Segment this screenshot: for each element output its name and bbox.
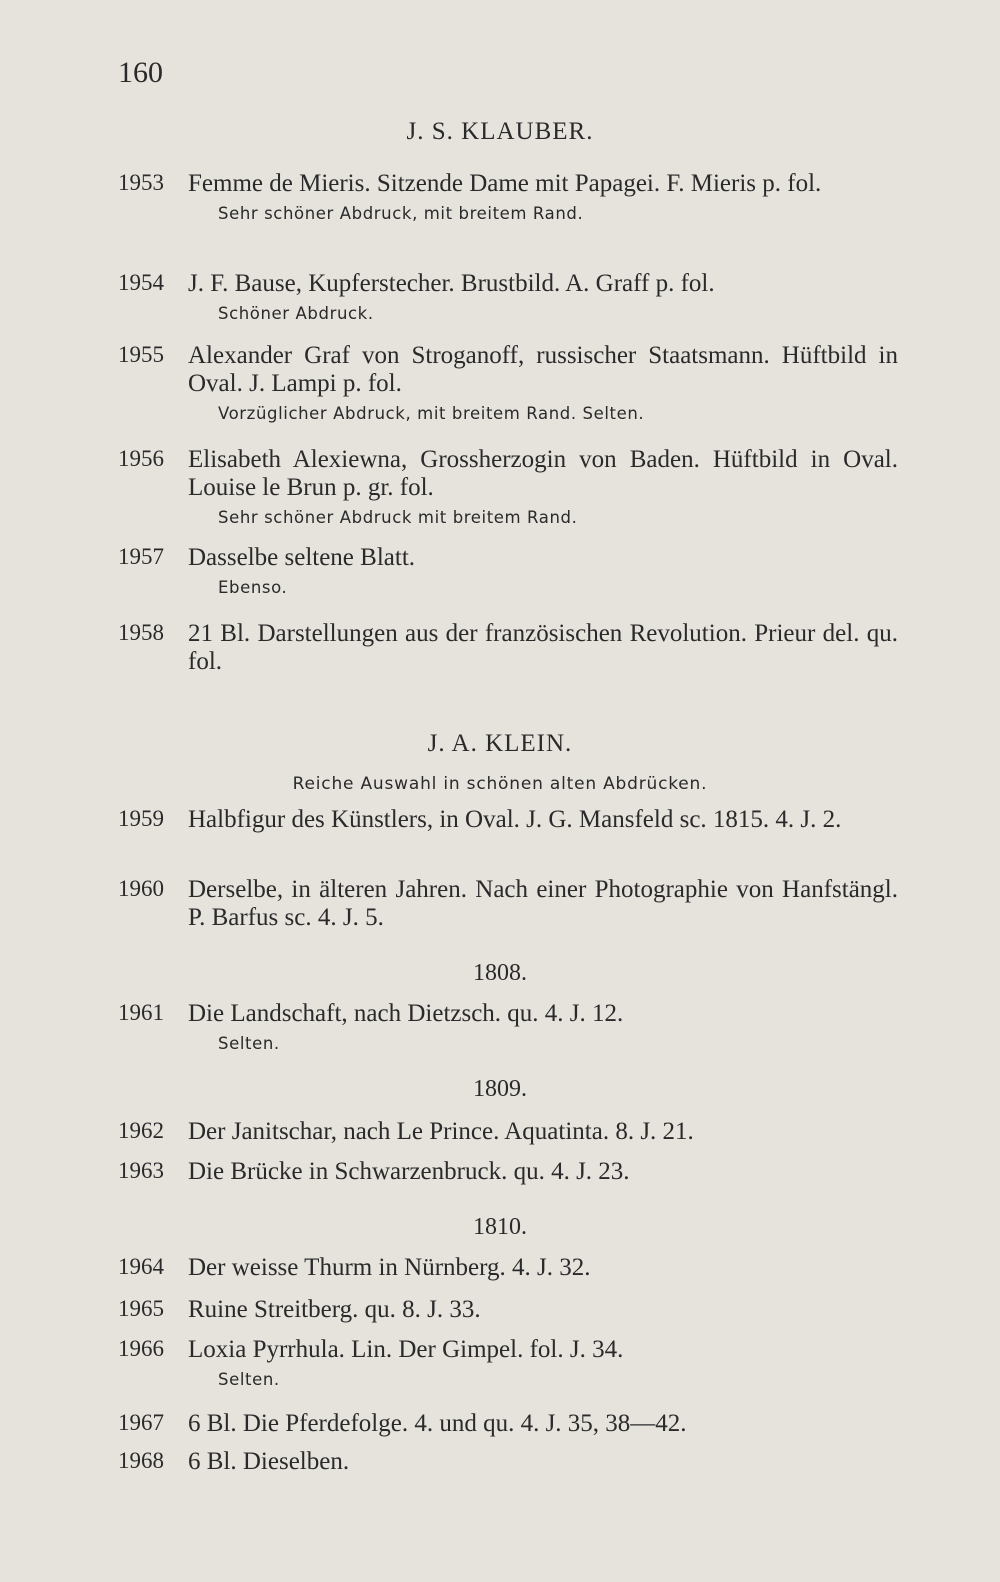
entry-text: 21 Bl. Darstellungen aus der französischen Revolution. Prieur del. qu. fol.	[188, 620, 898, 675]
year-heading: 1810.	[473, 1214, 527, 1240]
entry-text: Halbfigur des Künstlers, in Oval. J. G. Mansfeld sc. 1815. 4. J. 2.	[188, 806, 842, 833]
entry-note: Schöner Abdruck.	[218, 304, 374, 323]
entry-text: Der Janitschar, nach Le Prince. Aquatinta. 8. J. 21.	[188, 1118, 694, 1145]
entry-number: 1954	[118, 270, 164, 295]
entry-number: 1965	[118, 1296, 164, 1321]
entry-number: 1955	[118, 342, 164, 367]
entry-number: 1953	[118, 170, 164, 195]
catalog-entry	[118, 806, 898, 834]
entry-number: 1966	[118, 1336, 164, 1361]
catalog-entry	[118, 446, 898, 527]
entry-text: Alexander Graf von Stroganoff, russischer Staatsmann. Hüftbild in Oval. J. Lampi p. fol.	[188, 342, 898, 397]
entry-number: 1962	[118, 1118, 164, 1143]
section-title-klauber: J. S. KLAUBER.	[406, 118, 594, 145]
entry-number: 1956	[118, 446, 164, 471]
catalog-entry	[118, 1336, 898, 1389]
entry-text: Derselbe, in älteren Jahren. Nach einer Photographie von Hanfstängl. P. Barfus sc. 4. J. 5.	[188, 876, 898, 931]
entry-text: 6 Bl. Die Pferdefolge. 4. und qu. 4. J. 35, 38—42.	[188, 1410, 687, 1437]
entry-number: 1963	[118, 1158, 164, 1183]
catalog-entry	[118, 1000, 898, 1053]
catalog-entry	[118, 620, 898, 676]
entry-text: Dasselbe seltene Blatt.	[188, 544, 416, 571]
page-number: 160	[118, 56, 163, 89]
catalog-entry	[118, 270, 898, 323]
catalog-entry	[118, 544, 898, 597]
year-heading: 1808.	[473, 960, 527, 986]
entry-text: Femme de Mieris. Sitzende Dame mit Papagei. F. Mieris p. fol.	[188, 170, 822, 197]
entry-note: Ebenso.	[218, 578, 288, 597]
entry-note: Selten.	[218, 1370, 280, 1389]
entry-text: Loxia Pyrrhula. Lin. Der Gimpel. fol. J. 34.	[188, 1336, 624, 1363]
catalog-entry	[118, 1254, 898, 1282]
catalog-entry	[118, 1118, 898, 1146]
entry-text: Die Brücke in Schwarzenbruck. qu. 4. J. 23.	[188, 1158, 630, 1185]
catalog-entry	[118, 1410, 898, 1438]
catalog-entry	[118, 342, 898, 423]
entry-text: Ruine Streitberg. qu. 8. J. 33.	[188, 1296, 481, 1323]
entry-number: 1959	[118, 806, 164, 831]
entry-number: 1961	[118, 1000, 164, 1025]
entry-text: J. F. Bause, Kupferstecher. Brustbild. A. Graff p. fol.	[188, 270, 715, 297]
entry-number: 1967	[118, 1410, 164, 1435]
entry-text: Der weisse Thurm in Nürnberg. 4. J. 32.	[188, 1254, 591, 1281]
entry-text: Elisabeth Alexiewna, Grossherzogin von Baden. Hüftbild in Oval. Louise le Brun p. gr. fol.	[188, 446, 898, 501]
catalog-entry	[118, 170, 898, 223]
entry-note: Vorzüglicher Abdruck, mit breitem Rand. Selten.	[218, 404, 645, 423]
entry-note: Selten.	[218, 1034, 280, 1053]
entry-text: 6 Bl. Dieselben.	[188, 1448, 350, 1475]
year-heading: 1809.	[473, 1076, 527, 1102]
entry-number: 1958	[118, 620, 164, 645]
catalog-entry	[118, 1158, 898, 1186]
entry-number: 1957	[118, 544, 164, 569]
section-title-klein: J. A. KLEIN.	[427, 730, 573, 757]
entry-text: Die Landschaft, nach Dietzsch. qu. 4. J. 12.	[188, 1000, 624, 1027]
section-note: Reiche Auswahl in schönen alten Abdrücken.	[292, 774, 708, 794]
catalog-entry	[118, 1296, 898, 1324]
entry-number: 1964	[118, 1254, 164, 1279]
entry-note: Sehr schöner Abdruck mit breitem Rand.	[218, 508, 578, 527]
entry-note: Sehr schöner Abdruck, mit breitem Rand.	[218, 204, 584, 223]
catalog-entry	[118, 876, 898, 932]
entry-number: 1968	[118, 1448, 164, 1473]
entry-number: 1960	[118, 876, 164, 901]
catalog-entry	[118, 1448, 898, 1476]
